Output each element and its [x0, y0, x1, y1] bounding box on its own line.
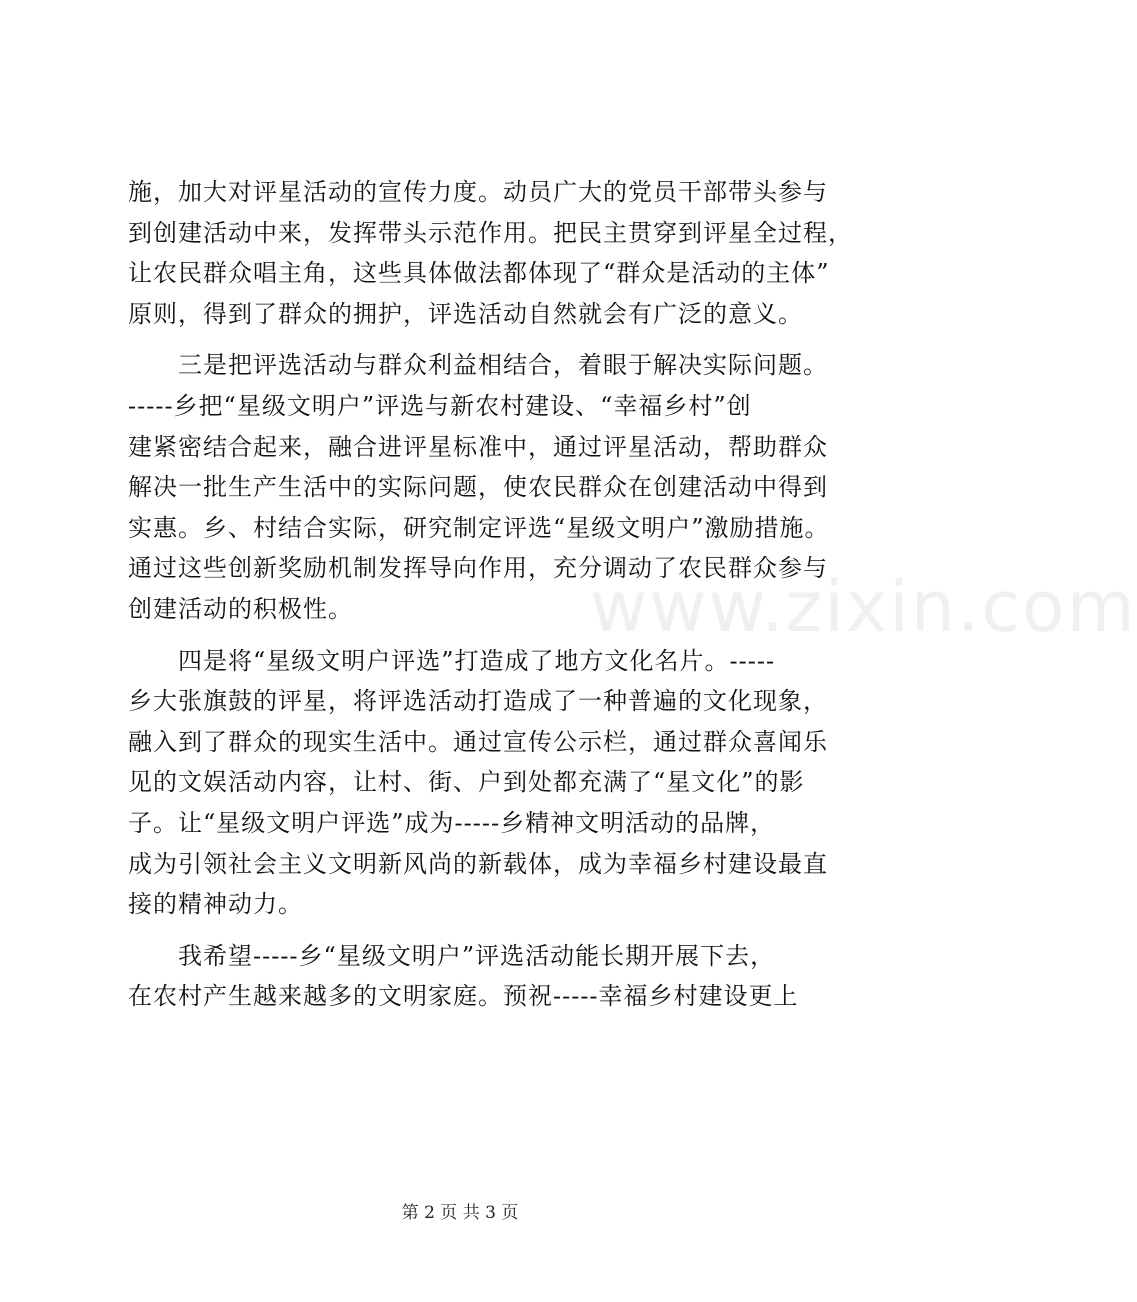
text-line: 四是将“星级文明户评选”打造成了地方文化名片。----- — [128, 646, 776, 675]
text-line: 解决一批生产生活中的实际问题，使农民群众在创建活动中得到 — [128, 473, 828, 502]
text-line: -----乡把“星级文明户”评选与新农村建设、“幸福乡村”创 — [128, 391, 752, 420]
paragraph-3 — [128, 641, 828, 925]
page-footer: 第 2 页 共 3 页 — [401, 1203, 519, 1223]
text-line: 三是把评选活动与群众利益相结合，着眼于解决实际问题。 — [128, 351, 828, 380]
text-line: 让农民群众唱主角，这些具体做法都体现了“群众是活动的主体” — [128, 259, 830, 288]
text-line: 成为引领社会主义文明新风尚的新载体，成为幸福乡村建设最直 — [128, 849, 828, 878]
watermark: www.zixin.com — [590, 566, 1137, 648]
paragraph-2 — [128, 345, 830, 629]
text-line: 实惠。乡、村结合实际，研究制定评选“星级文明户”激励措施。 — [128, 513, 830, 542]
text-line: 乡大张旗鼓的评星，将评选活动打造成了一种普遍的文化现象， — [128, 687, 828, 716]
text-line: 见的文娱活动内容，让村、街、户到处都充满了“星文化”的影 — [128, 768, 805, 797]
paragraph-1 — [128, 172, 853, 334]
body-text — [128, 172, 853, 1017]
text-line: 到创建活动中来，发挥带头示范作用。把民主贯穿到评星全过程， — [128, 218, 853, 247]
text-line: 通过这些创新奖励机制发挥导向作用，充分调动了农民群众参与 — [128, 554, 828, 583]
text-line: 融入到了群众的现实生活中。通过宣传公示栏，通过群众喜闻乐 — [128, 727, 828, 756]
text-line: 子。让“星级文明户评选”成为-----乡精神文明活动的品牌， — [128, 808, 776, 837]
text-line: 施，加大对评星活动的宣传力度。动员广大的党员干部带头参与 — [128, 178, 828, 206]
text-line: 在农村产生越来越多的文明家庭。预祝-----幸福乡村建设更上 — [128, 982, 799, 1011]
text-line: 接的精神动力。 — [128, 890, 303, 919]
text-line: 我希望-----乡“星级文明户”评选活动能长期开展下去， — [128, 941, 776, 970]
text-line: 原则，得到了群众的拥护，评选活动自然就会有广泛的意义。 — [128, 299, 803, 328]
text-line: 创建活动的积极性。 — [128, 594, 353, 623]
text-line: 建紧密结合起来，融合进评星标准中，通过评星活动，帮助群众 — [128, 432, 828, 461]
paragraph-4 — [128, 936, 808, 1017]
